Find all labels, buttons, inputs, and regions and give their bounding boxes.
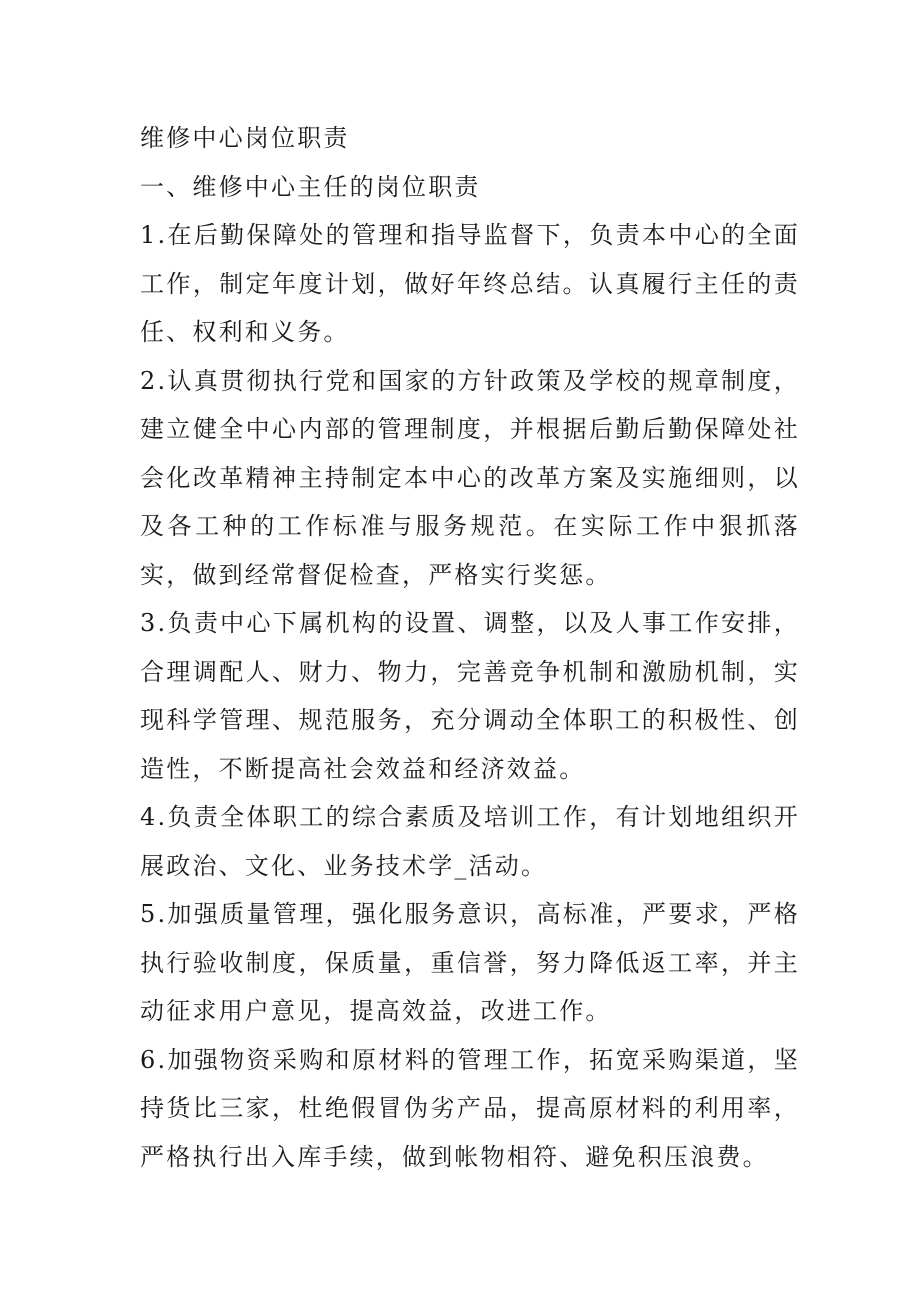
paragraph-6: 6.加强物资采购和原材料的管理工作，拓宽采购渠道，坚持货比三家，杜绝假冒伪劣产品，提高原材料的利用率，严格执行出入库手续，做到帐物相符、避免积压浪费。 <box>140 1045 800 1171</box>
paragraph-4: 4.负责全体职工的综合素质及培训工作，有计划地组织开展政治、文化、业务技术学_活动。 <box>140 803 800 880</box>
paragraph-1: 1.在后勤保障处的管理和指导监督下，负责本中心的全面工作，制定年度计划，做好年终总结。认真履行主任的责任、权利和义务。 <box>140 221 800 346</box>
paragraph-2: 2.认真贯彻执行党和国家的方针政策及学校的规章制度，建立健全中心内部的管理制度，并根据后勤后勤保障处社会化改革精神主持制定本中心的改革方案及实施细则，以及各工种的工作标准与服务规范。在实际工作中狠抓落实，做到经常督促检查，严格实行奖惩。 <box>140 366 800 589</box>
section-heading: 一、维修中心主任的岗位职责 <box>140 172 481 201</box>
document-body <box>140 114 800 1181</box>
paragraph-5: 5.加强质量管理，强化服务意识，高标准，严要求，严格执行验收制度，保质量，重信誉，努力降低返工率，并主动征求用户意见，提高效益，改进工作。 <box>140 900 800 1025</box>
document-title: 维修中心岗位职责 <box>140 124 350 152</box>
paragraph-3: 3.负责中心下属机构的设置、调整，以及人事工作安排，合理调配人、财力、物力，完善竞争机制和激励机制，实现科学管理、规范服务，充分调动全体职工的积极性、创造性，不断提高社会效益和经济效益。 <box>140 609 800 783</box>
